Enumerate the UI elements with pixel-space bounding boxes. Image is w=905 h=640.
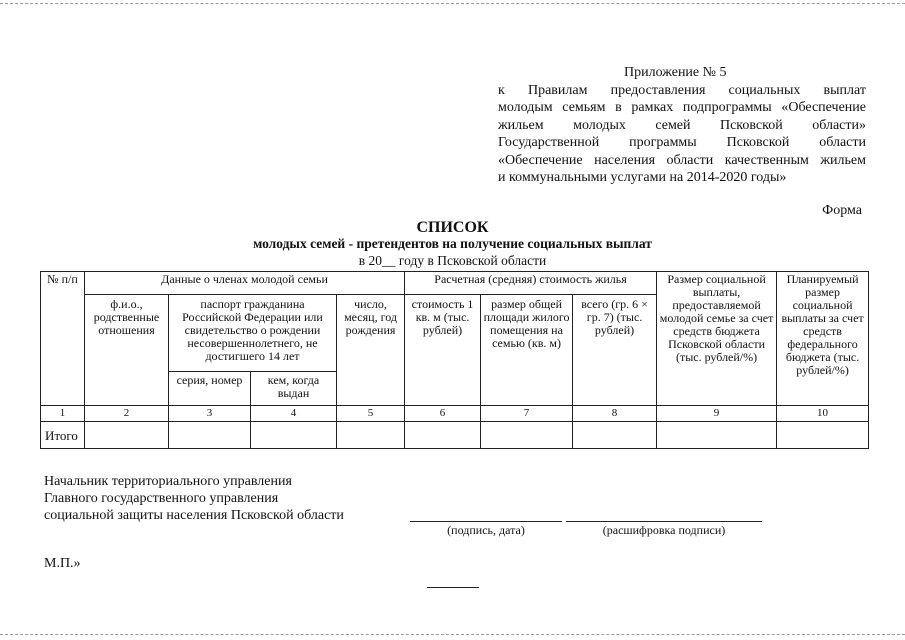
header-issued-by: кем, когда выдан	[251, 372, 337, 406]
header-series-number: серия, номер	[169, 372, 251, 406]
total-label: Итого	[41, 422, 85, 449]
column-number: 9	[657, 406, 777, 422]
column-number: 1	[41, 406, 85, 422]
signatory-block	[44, 473, 344, 524]
list-subtitle: молодых семей - претендентов на получение социальных выплат	[253, 236, 652, 251]
column-number: 6	[405, 406, 481, 422]
header-fio: ф.и.о., родственные отношения	[85, 295, 169, 406]
column-number: 7	[481, 406, 573, 422]
families-table	[40, 271, 869, 449]
appendix-line: Государственной программы Псковской области	[498, 135, 866, 150]
decode-line	[566, 521, 762, 522]
appendix-line: и коммунальными услугами на 2014-2020 годы»	[498, 170, 787, 185]
header-birth-date: число, месяц, год рождения	[337, 295, 405, 406]
header-federal-payment: Планируемый размер социальной выплаты за счет средств федерального бюджета (тыс. рублей/%)	[777, 272, 869, 406]
appendix-block	[498, 64, 866, 187]
table-cell	[251, 422, 337, 449]
column-number: 3	[169, 406, 251, 422]
appendix-line: «Обеспечение населения области качественным жильем	[498, 152, 866, 168]
scan-edge-top	[0, 3, 905, 4]
header-number: № п/п	[41, 272, 85, 406]
header-total-cost: всего (гр. 6 × гр. 7) (тыс. рублей)	[573, 295, 657, 406]
form-label: Форма	[822, 203, 862, 218]
table-cell	[573, 422, 657, 449]
column-numbers-row	[41, 406, 869, 422]
signatory-line: Начальник территориального управления	[44, 474, 292, 489]
appendix-title: Приложение № 5	[624, 65, 727, 80]
header-housing-cost: Расчетная (средняя) стоимость жилья	[405, 272, 657, 295]
header-family-data: Данные о членах молодой семьи	[85, 272, 405, 295]
signatory-line: Главного государственного управления	[44, 491, 279, 506]
table-cell	[337, 422, 405, 449]
total-row	[41, 422, 869, 449]
header-area: размер общей площади жилого помещения на семью (кв. м)	[481, 295, 573, 406]
signature-caption: (подпись, дата)	[447, 523, 525, 537]
table-cell	[405, 422, 481, 449]
header-passport: паспорт гражданина Российской Федерации или свидетельство о рождении несовершеннолетнего, не достигшего 14 лет	[169, 295, 337, 372]
list-title: СПИСОК	[416, 219, 489, 236]
signatory-line: социальной защиты населения Псковской области	[44, 508, 344, 523]
header-price-per-sqm: стоимость 1 кв. м (тыс. рублей)	[405, 295, 481, 406]
signature-line	[410, 521, 562, 522]
appendix-line: жильем молодых семей Псковской области»	[498, 117, 866, 133]
scan-edge-bottom	[0, 634, 905, 635]
column-number: 5	[337, 406, 405, 422]
decode-caption: (расшифровка подписи)	[602, 523, 726, 537]
column-number: 2	[85, 406, 169, 422]
stamp-place: М.П.»	[44, 556, 81, 571]
column-number: 4	[251, 406, 337, 422]
list-year-line: в 20__ году в Псковской области	[358, 253, 547, 268]
table-cell	[481, 422, 573, 449]
end-rule	[427, 587, 479, 588]
column-number: 8	[573, 406, 657, 422]
table-cell	[777, 422, 869, 449]
table-cell	[85, 422, 169, 449]
table-cell	[169, 422, 251, 449]
appendix-line: молодым семьям в рамках подпрограммы «Обеспечение	[498, 100, 866, 115]
column-number: 10	[777, 406, 869, 422]
appendix-line: к Правилам предоставления социальных выплат	[498, 82, 866, 98]
table-cell	[657, 422, 777, 449]
header-regional-payment: Размер социальной выплаты, предоставляемой молодой семье за счет средств бюджета Псковской области (тыс. рублей/%)	[657, 272, 777, 406]
